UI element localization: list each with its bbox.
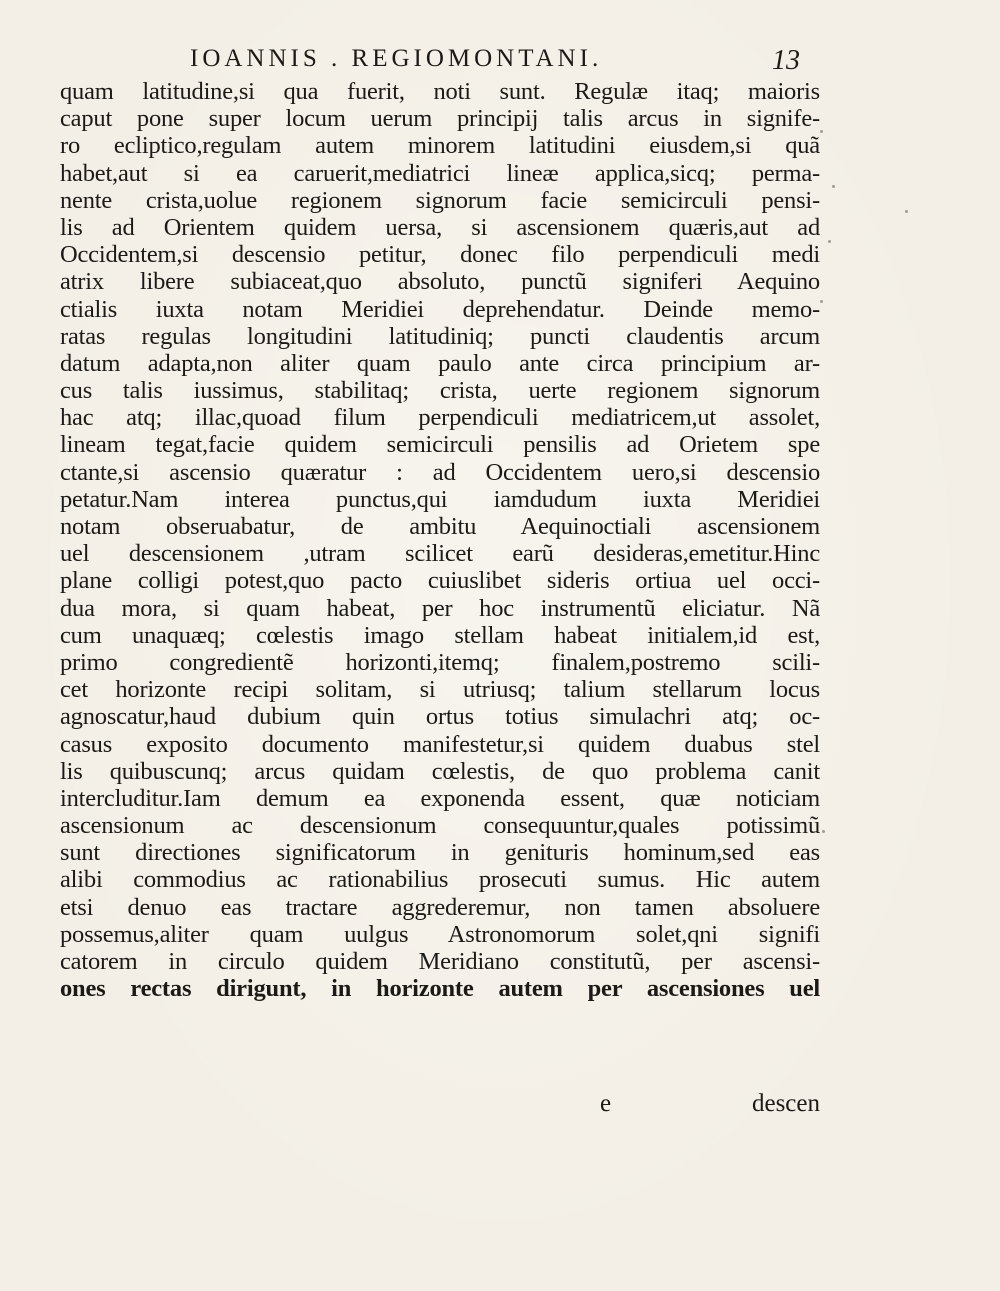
text-line: dua mora, si quam habeat, per hoc instrumentũ eliciatur. Nã: [60, 594, 820, 622]
text-line: habet,aut si ea caruerit,mediatrici lineæ applica,sicq; perma-: [60, 159, 820, 187]
body-text: [60, 78, 820, 1002]
text-line: ratas regulas longitudini latitudiniq; puncti claudentis arcum: [60, 322, 820, 350]
text-line: petatur.Nam interea punctus,qui iamdudum iuxta Meridiei: [60, 485, 820, 513]
running-head: IOANNIS . REGIOMONTANI.: [190, 45, 603, 72]
text-line: datum adapta,non aliter quam paulo ante circa principium ar-: [60, 349, 820, 377]
text-line: uel descensionem ,utram scilicet earũ desideras,emetitur.Hinc: [60, 540, 820, 568]
text-line: catorem in circulo quidem Meridiano constitutũ, per ascensi-: [60, 948, 820, 975]
margin-speck: [820, 130, 823, 133]
text-line: primo congredientẽ horizonti,itemq; finalem,postremo scili-: [60, 648, 820, 676]
text-line: ascensionum ac descensionum consequuntur,quales potissimũ: [60, 812, 820, 840]
margin-speck: [828, 240, 831, 243]
page-footer: [60, 1090, 820, 1120]
text-line: cet horizonte recipi solitam, si utriusq; talium stellarum locus: [60, 676, 820, 704]
text-line: alibi commodius ac rationabilius prosecuti sumus. Hic autem: [60, 866, 820, 894]
margin-speck: [820, 300, 823, 303]
text-line: cus talis iussimus, stabilitaq; crista, uerte regionem signorum: [60, 377, 820, 405]
text-line: plane colligi potest,quo pacto cuiuslibet sideris ortiua uel occi-: [60, 567, 820, 595]
text-line: lineam tegat,facie quidem semicirculi pensilis ad Orietem spe: [60, 431, 820, 459]
text-line: notam obseruabatur, de ambitu Aequinoctiali ascensionem: [60, 513, 820, 540]
margin-speck: [905, 210, 908, 213]
text-line: sunt directiones significatorum in genituris hominum,sed eas: [60, 839, 820, 867]
text-line: possemus,aliter quam uulgus Astronomorum solet,qni signifi: [60, 920, 820, 948]
text-line: caput pone super locum uerum principij talis arcus in signife-: [60, 105, 820, 133]
text-line: ctialis iuxta notam Meridiei deprehendatur. Deinde memo-: [60, 295, 820, 323]
margin-speck: [832, 185, 835, 188]
catchword: descen: [751, 1090, 820, 1117]
text-line: etsi denuo eas tractare aggrederemur, non tamen absoluere: [60, 893, 820, 921]
text-line: agnoscatur,haud dubium quin ortus totius simulachri atq; oc-: [60, 703, 820, 731]
text-line: lis quibuscunq; arcus quidam cœlestis, de quo problema canit: [60, 757, 820, 785]
text-line: intercluditur.Iam demum ea exponenda essent, quæ noticiam: [60, 784, 820, 812]
signature-mark: e: [600, 1090, 612, 1117]
text-line: ones rectas dirigunt, in horizonte autem per ascensiones uel: [60, 975, 820, 1003]
margin-speck: [822, 830, 825, 833]
text-line: Occidentem,si descensio petitur, donec filo perpendiculi medi: [60, 241, 820, 269]
text-line: atrix libere subiaceat,quo absoluto, punctũ signiferi Aequino: [60, 268, 820, 296]
text-line: lis ad Orientem quidem uersa, si ascensionem quæris,aut ad: [60, 213, 820, 241]
folio-number: 13: [772, 45, 800, 76]
text-line: ctante,si ascensio quæratur : ad Occidentem uero,si descensio: [60, 458, 820, 486]
text-line: casus exposito documento manifestetur,si quidem duabus stel: [60, 730, 820, 758]
text-line: nente crista,uolue regionem signorum facie semicirculi pensi-: [60, 186, 820, 214]
text-line: quam latitudine,si qua fuerit, noti sunt. Regulæ itaq; maioris: [60, 78, 820, 105]
text-line: cum unaquæq; cœlestis imago stellam habeat initialem,id est,: [60, 621, 820, 649]
text-line: hac atq; illac,quoad filum perpendiculi mediatricem,ut assolet,: [60, 404, 820, 432]
text-line: ro ecliptico,regulam autem minorem latitudini eiusdem,si quã: [60, 132, 820, 160]
